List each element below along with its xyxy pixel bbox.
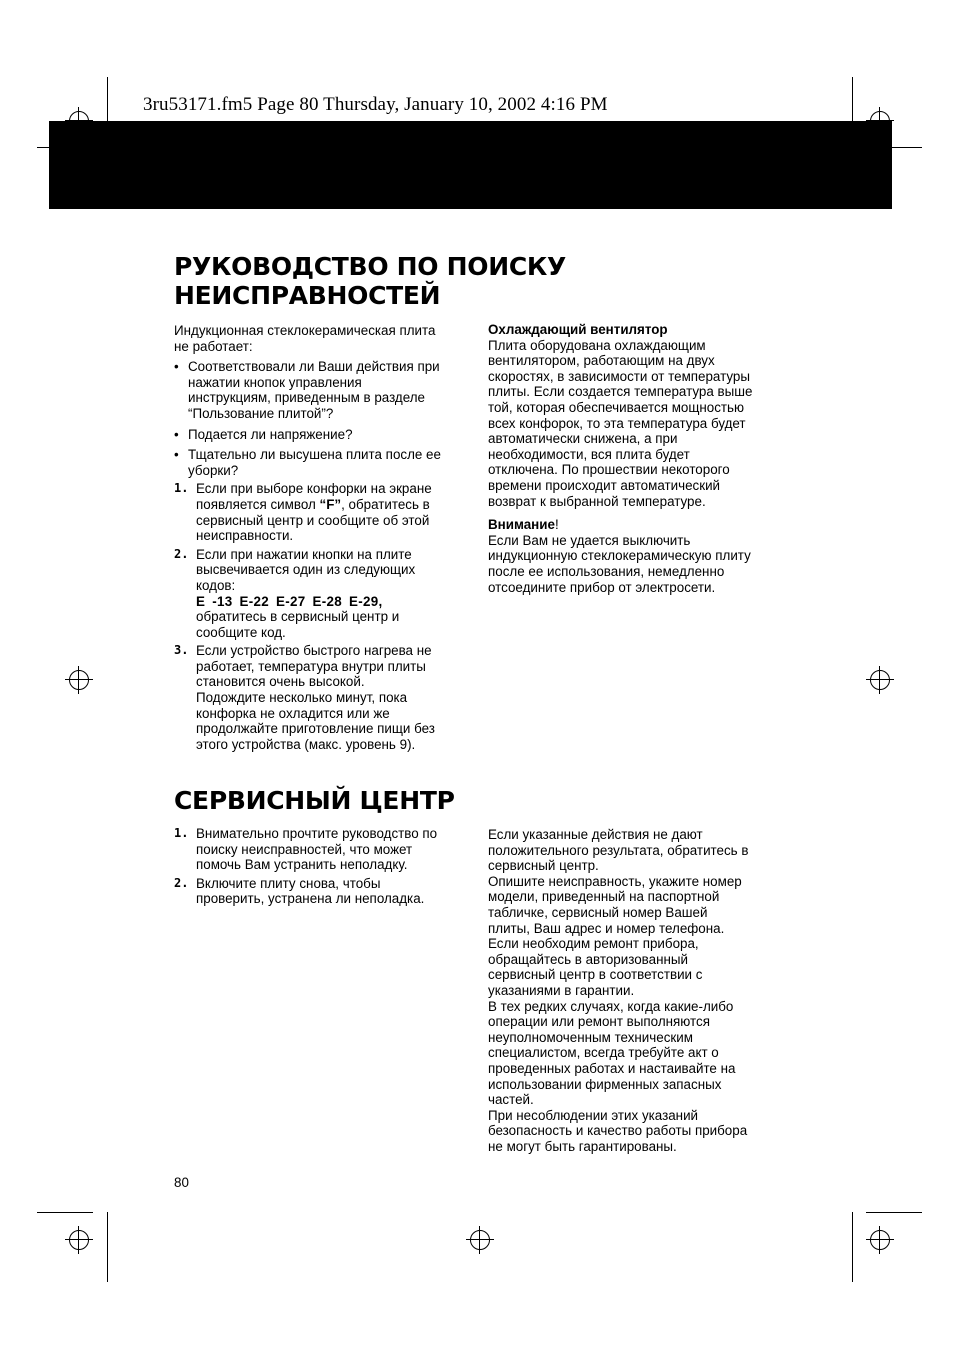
crop-mark [107, 1212, 108, 1282]
crop-mark [852, 1212, 853, 1282]
registration-mark-icon [866, 1226, 894, 1254]
crop-mark [37, 1212, 93, 1213]
header-band [49, 121, 892, 209]
page-number: 80 [174, 1175, 189, 1190]
troubleshooting-right-column [488, 322, 788, 595]
service-right-column [488, 827, 788, 1154]
section-title-troubleshooting: РУКОВОДСТВО ПО ПОИСКУ НЕИСПРАВНОСТЕЙ [174, 252, 567, 310]
registration-mark-icon [65, 1226, 93, 1254]
registration-mark-icon [65, 666, 93, 694]
list-item: • Тщательно ли высушена плита после ее уборки? [174, 447, 469, 478]
fan-heading: Охлаждающий вентилятор [488, 322, 668, 337]
warning-heading: Внимание! [488, 517, 559, 533]
numbered-item: 1. Внимательно прочтите руководство по поиску неисправностей, что может помочь Вам устранить неполадку. [174, 826, 438, 873]
error-codes: E -13 E-22 E-27 E-28 E-29, [196, 593, 383, 609]
list-item: • Подается ли напряжение? [174, 427, 469, 443]
crop-mark [866, 1212, 922, 1213]
service-text: Если указанные действия не дают положительного результата, обратитесь в сервисный центр. Опишите неисправность, укажите номер модели, приведенный на паспортной табличке, сервисный номер Вашей плиты, Ваш адрес и номер телефона. Если необходим ремонт прибора, обращайтесь в авторизованный сервисный центр в соответствии с указаниями в гарантии. В тех редких случаях, когда какие-либо операции или ремонт выполняются неуполномоченным техническим специалистом, всегда требуйте акт о проведенных работах и настаивайте на использовании фирменных запасных частей. При несоблюдении этих указаний безопасность и качество работы прибора не могут быть гарантированы. [488, 827, 749, 1154]
numbered-item: 1. Если при выборе конфорки на экране появляется символ “F”, обратитесь в сервисный центр и сообщите об этой неисправности. [174, 481, 432, 544]
numbered-item: 2. Если при нажатии кнопки на плите высвечивается один из следующих кодов: E -13 E-22 E-27 E-28 E-29, обратитесь в сервисный центр и сообщите код. [174, 546, 416, 640]
list-item: • Соответствовали ли Ваши действия при нажатии кнопок управления инструкциям, приведенным в разделе “Пользование плитой”? [174, 359, 469, 421]
intro-text: Индукционная стеклокерамическая плита не работает: [174, 323, 436, 354]
registration-mark-icon [866, 666, 894, 694]
troubleshooting-left-column [174, 323, 469, 752]
warning-text: Если Вам не удается выключить индукционную стеклокерамическую плиту после ее использования, немедленно отсоедините прибор от электросети. [488, 532, 751, 595]
numbered-item: 2. Включите плиту снова, чтобы проверить, устранена ли неполадка. [174, 875, 425, 907]
registration-mark-icon [466, 1226, 494, 1254]
file-header: 3ru53171.fm5 Page 80 Thursday, January 10, 2002 4:16 PM [143, 94, 608, 115]
service-left-column [174, 826, 469, 907]
numbered-item: 3. Если устройство быстрого нагрева не работает, температура внутри плиты становится очень высокой. Подождите несколько минут, пока конфорка не охладится или же продолжайте приготовление пищи без этого устройства (макс. уровень 9). [174, 643, 435, 752]
fan-text: Плита оборудована охлаждающим вентилятором, работающим на двух скоростях, в зависимости от температуры плиты. Если создается температура выше той, которая обеспечивается мощностью всех конфорок, то эта температура будет автоматически снижена, а при необходимости, вся плита будет отключена. По прошествии некоторого времени происходит автоматический возврат к выбранной температуре. [488, 337, 753, 509]
section-title-service-center: СЕРВИСНЫЙ ЦЕНТР [174, 786, 455, 815]
